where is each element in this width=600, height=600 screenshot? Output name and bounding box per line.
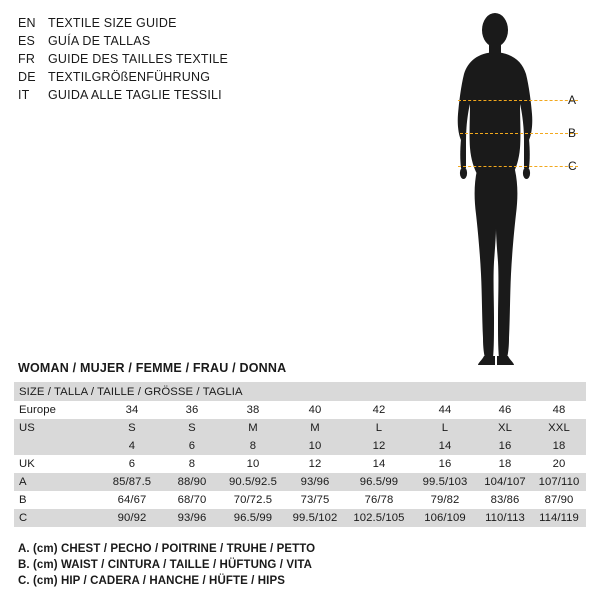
cell: 8: [222, 437, 284, 455]
cell: S: [162, 419, 222, 437]
female-body-figure: [400, 8, 590, 370]
language-list: [18, 16, 308, 106]
legend-item-hip: C. (cm) HIP / CADERA / HANCHE / HÜFTE / HIPS: [18, 575, 286, 587]
cell: 90/92: [102, 509, 162, 527]
language-text: GUIDE DES TAILLES TEXTILE: [48, 52, 229, 66]
cell: 79/82: [412, 491, 478, 509]
language-code: DE: [18, 70, 36, 84]
cell: 4: [102, 437, 162, 455]
language-row: [18, 16, 308, 33]
language-row: [18, 34, 308, 51]
cell: 48: [532, 401, 586, 419]
cell: 34: [102, 401, 162, 419]
row-label: C: [14, 509, 102, 527]
cell: 12: [284, 455, 346, 473]
language-row: [18, 52, 308, 69]
row-label: UK: [14, 455, 102, 473]
language-text: GUÍA DE TALLAS: [48, 34, 151, 48]
table-row: [14, 437, 586, 455]
section-title: WOMAN / MUJER / FEMME / FRAU / DONNA: [18, 361, 287, 375]
language-text: TEXTILGRÖßENFÜHRUNG: [48, 70, 211, 84]
waist-measure-line: [460, 133, 578, 134]
cell: 104/107: [478, 473, 532, 491]
row-label: [14, 437, 102, 455]
cell: 83/86: [478, 491, 532, 509]
row-label: B: [14, 491, 102, 509]
cell: 107/110: [532, 473, 586, 491]
cell: 99.5/103: [412, 473, 478, 491]
cell: 85/87.5: [102, 473, 162, 491]
table-row: [14, 509, 586, 527]
cell: L: [346, 419, 412, 437]
cell: 18: [478, 455, 532, 473]
language-code: FR: [18, 52, 36, 66]
cell: 96.5/99: [222, 509, 284, 527]
cell: 76/78: [346, 491, 412, 509]
table-row: [14, 473, 586, 491]
cell: 44: [412, 401, 478, 419]
cell: 20: [532, 455, 586, 473]
cell: M: [284, 419, 346, 437]
cell: 36: [162, 401, 222, 419]
cell: 90.5/92.5: [222, 473, 284, 491]
cell: 6: [162, 437, 222, 455]
language-code: ES: [18, 34, 36, 48]
table-header-label: SIZE / TALLA / TAILLE / GRÖSSE / TAGLIA: [14, 382, 586, 401]
cell: 14: [346, 455, 412, 473]
cell: XXL: [532, 419, 586, 437]
size-table: [14, 382, 586, 527]
cell: 102.5/105: [346, 509, 412, 527]
legend-item-chest: A. (cm) CHEST / PECHO / POITRINE / TRUHE / PETTO: [18, 543, 316, 555]
table-row: [14, 401, 586, 419]
table-header-row: [14, 382, 586, 401]
cell: 12: [346, 437, 412, 455]
cell: XL: [478, 419, 532, 437]
cell: 96.5/99: [346, 473, 412, 491]
cell: 110/113: [478, 509, 532, 527]
language-text: TEXTILE SIZE GUIDE: [48, 16, 177, 30]
cell: 93/96: [162, 509, 222, 527]
language-text: GUIDA ALLE TAGLIE TESSILI: [48, 88, 222, 102]
cell: 16: [478, 437, 532, 455]
row-label: Europe: [14, 401, 102, 419]
language-row: [18, 88, 308, 105]
cell: 10: [222, 455, 284, 473]
cell: 114/119: [532, 509, 586, 527]
hip-measure-line: [458, 166, 578, 167]
cell: 40: [284, 401, 346, 419]
chest-measure-line: [458, 100, 578, 101]
body-silhouette-icon: [400, 8, 590, 370]
cell: 64/67: [102, 491, 162, 509]
cell: 18: [532, 437, 586, 455]
cell: 68/70: [162, 491, 222, 509]
hip-measure-label: C: [568, 159, 577, 173]
language-row: [18, 70, 308, 87]
cell: 87/90: [532, 491, 586, 509]
row-label: US: [14, 419, 102, 437]
cell: 38: [222, 401, 284, 419]
legend-item-waist: B. (cm) WAIST / CINTURA / TAILLE / HÜFTUNG / VITA: [18, 559, 313, 571]
cell: 99.5/102: [284, 509, 346, 527]
table-row: [14, 491, 586, 509]
cell: 73/75: [284, 491, 346, 509]
cell: 6: [102, 455, 162, 473]
cell: 10: [284, 437, 346, 455]
cell: 93/96: [284, 473, 346, 491]
table-row: [14, 455, 586, 473]
cell: 106/109: [412, 509, 478, 527]
cell: 42: [346, 401, 412, 419]
cell: M: [222, 419, 284, 437]
chest-measure-label: A: [568, 93, 577, 107]
row-label: A: [14, 473, 102, 491]
cell: 16: [412, 455, 478, 473]
measurement-legend: [18, 543, 578, 591]
cell: 8: [162, 455, 222, 473]
cell: 14: [412, 437, 478, 455]
language-code: EN: [18, 16, 36, 30]
table-row: [14, 419, 586, 437]
cell: 88/90: [162, 473, 222, 491]
cell: S: [102, 419, 162, 437]
cell: 46: [478, 401, 532, 419]
cell: 70/72.5: [222, 491, 284, 509]
waist-measure-label: B: [568, 126, 577, 140]
language-code: IT: [18, 88, 30, 102]
cell: L: [412, 419, 478, 437]
